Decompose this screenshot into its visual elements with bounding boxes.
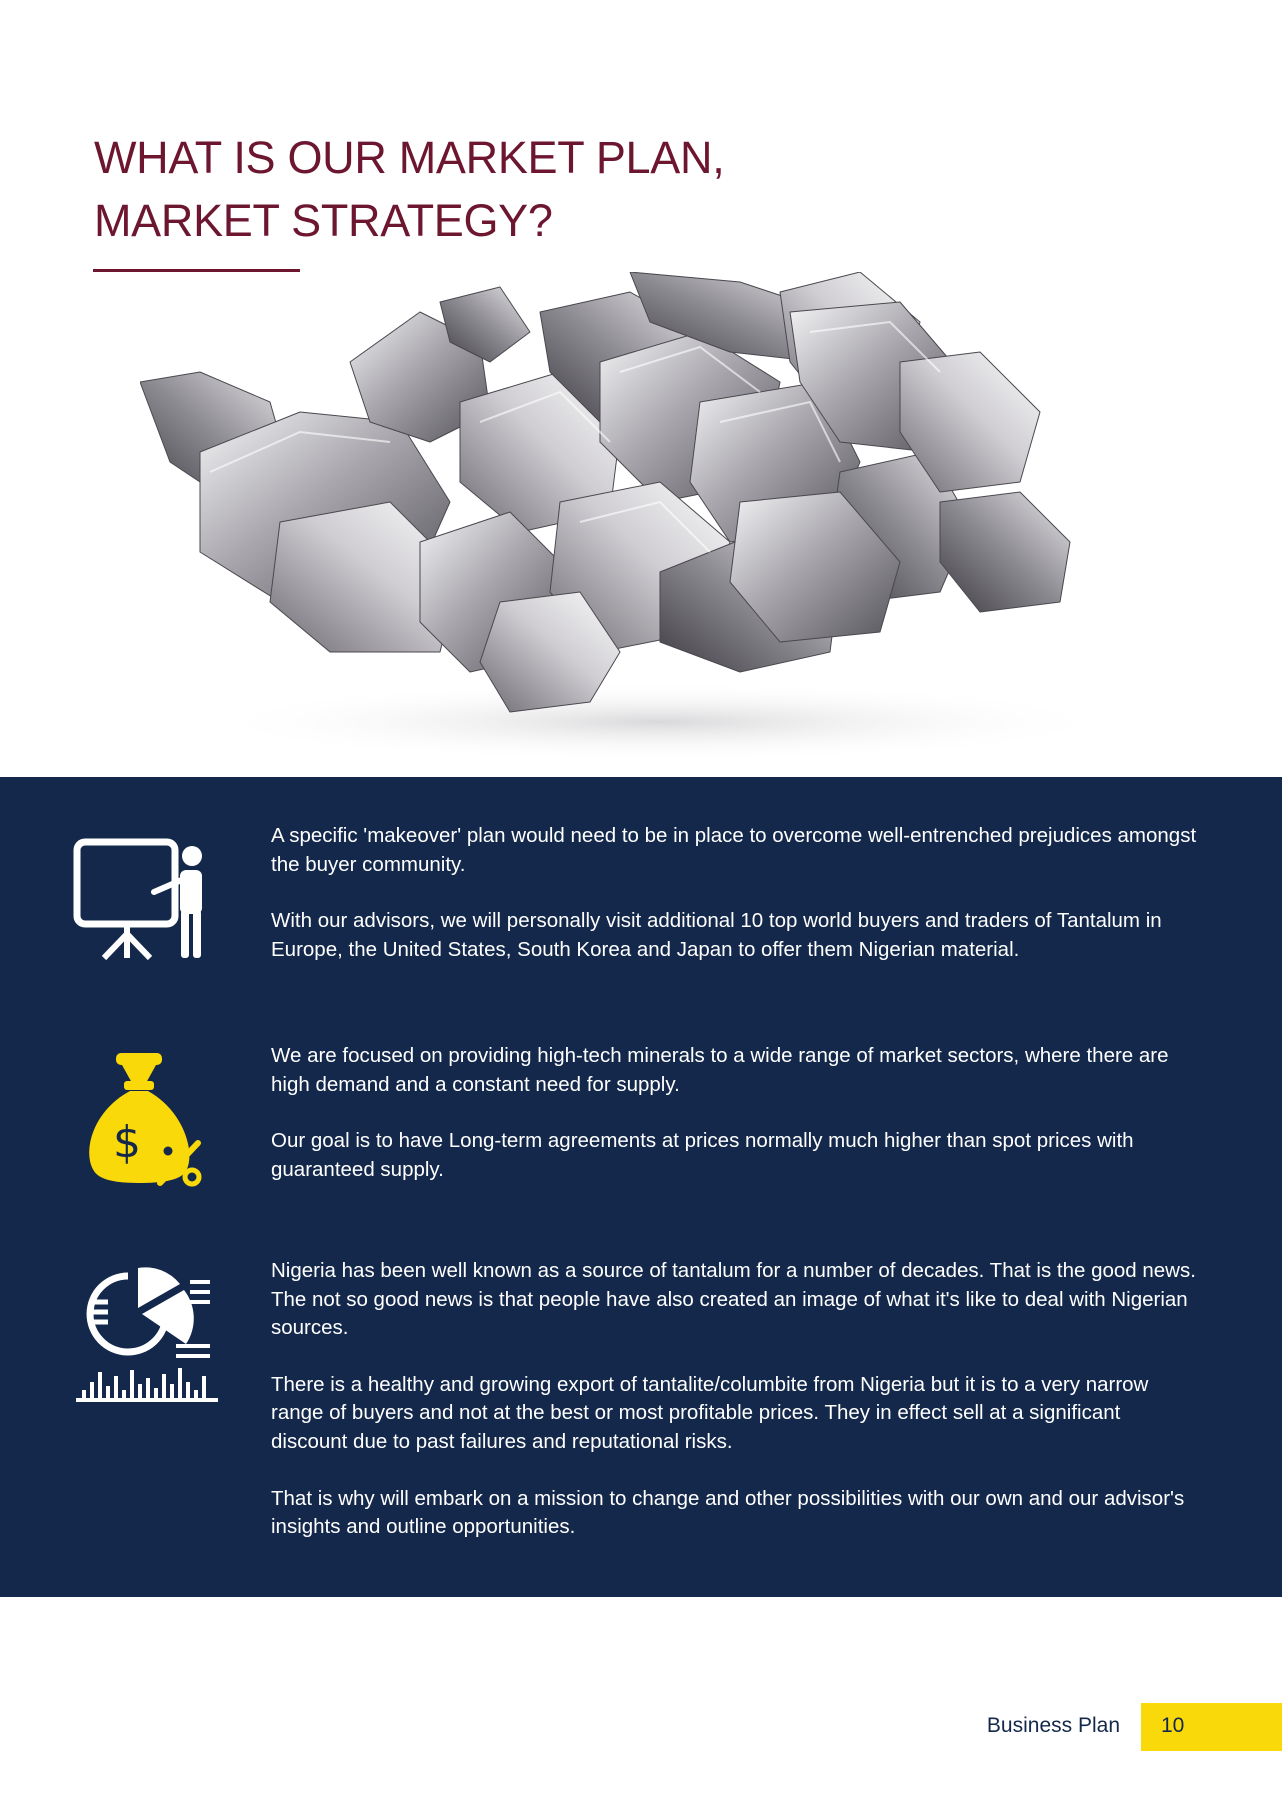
- footer-document-label: Business Plan: [986, 1714, 1120, 1737]
- page-title: [94, 126, 724, 252]
- paragraph: There is a healthy and growing export of tantalite/columbite from Nigeria but it is to a very narrow range of buyers and not at the best or most profitable prices. They in effect sell at a significant discount due to past failures and reputational risks.: [271, 1372, 1149, 1453]
- paragraph: We are focused on providing high-tech minerals to a wide range of market sectors, where there are high demand and a constant need for supply.: [271, 1044, 1169, 1096]
- strategy-panel: [0, 777, 1282, 1597]
- paragraph: That is why will embark on a mission to change and other possibilities with our own and our advisor's insights and outline opportunities.: [271, 1486, 1185, 1539]
- paragraph: Our goal is to have Long-term agreements at prices normally much higher than spot prices with guaranteed supply.: [271, 1129, 1134, 1181]
- svg-text:$: $: [113, 1117, 141, 1168]
- page-number-badge: [1141, 1703, 1282, 1751]
- strategy-section-1-text: [271, 822, 1201, 992]
- presentation-board-icon: [72, 834, 222, 974]
- strategy-section-3-text: [271, 1257, 1201, 1570]
- paragraph: With our advisors, we will personally visit additional 10 top world buyers and traders of Tantalum in Europe, the United States, South Korea and Japan to offer them Nigerian material.: [271, 909, 1162, 961]
- title-line-1: WHAT IS OUR MARKET PLAN,: [94, 132, 725, 183]
- paragraph: Nigeria has been well known as a source of tantalum for a number of decades. That is the good news. The not so good news is that people have also created an image of what it's like to deal with Nigerian sources.: [271, 1259, 1196, 1340]
- strategy-section-2-text: [271, 1042, 1201, 1212]
- metal-ore-photo: [140, 272, 1140, 762]
- title-line-2: MARKET STRATEGY?: [94, 195, 553, 246]
- money-bag-percent-icon: [72, 1049, 222, 1189]
- page-number: 10: [1161, 1714, 1185, 1737]
- paragraph: A specific 'makeover' plan would need to be in place to overcome well-entrenched prejudices amongst the buyer community.: [271, 824, 1197, 876]
- analytics-chart-icon: [72, 1264, 222, 1404]
